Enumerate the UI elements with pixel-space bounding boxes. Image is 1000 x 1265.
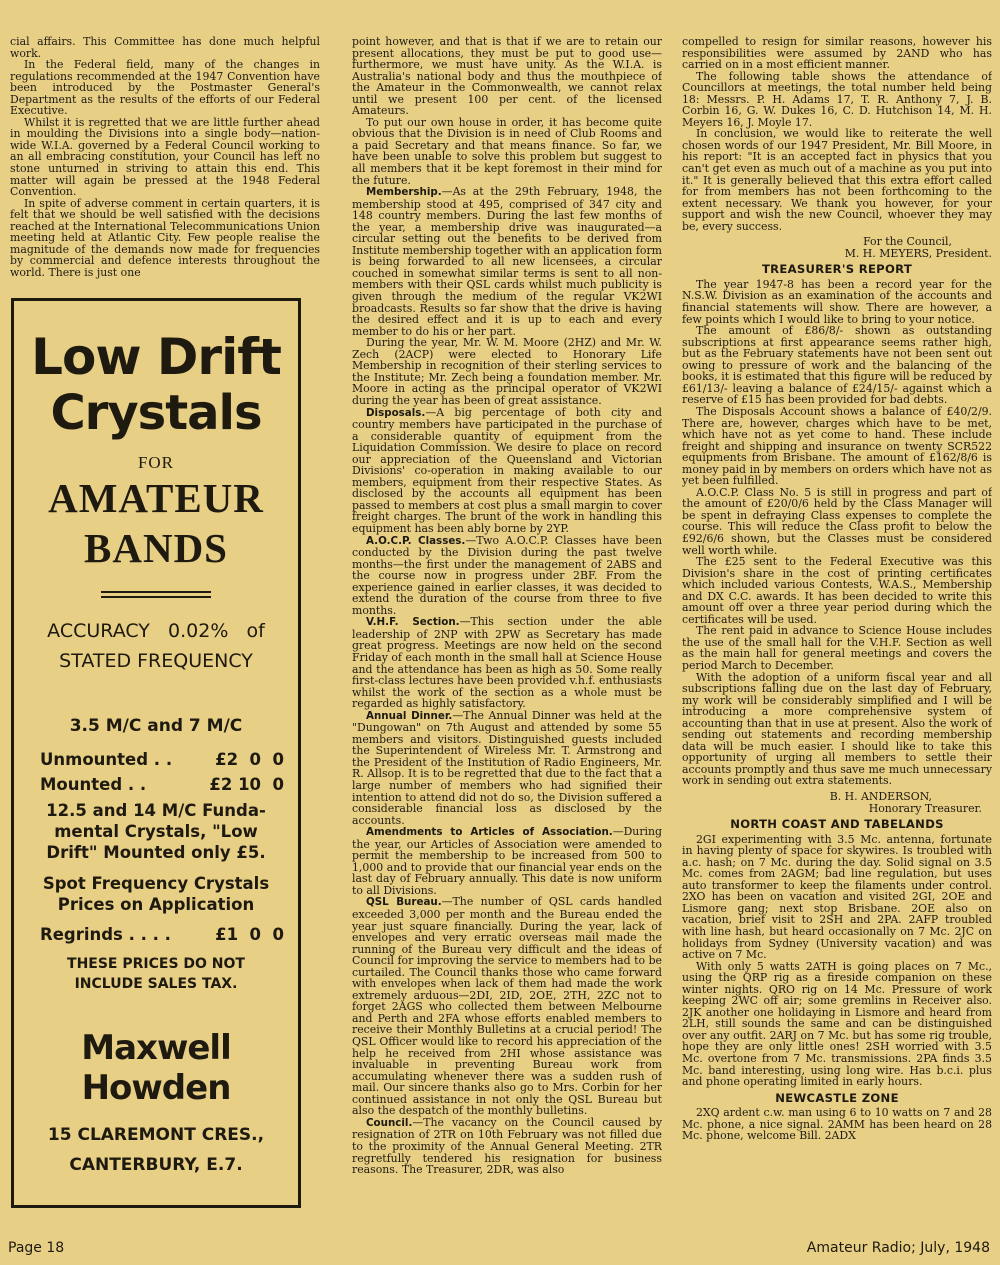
paragraph-body: —Two A.O.C.P. Classes have been conducted by the Division during the past twelve months—the first under the management of 2ABS and the course now in progress under 2BF. From the experience gained in earlier classes, it was decided to extend the duration of the course from three to five months. — [352, 533, 662, 617]
ad-frequency: 3.5 M/C and 7 M/C — [69, 716, 243, 736]
ad-fundamental-line-1: 12.5 and 14 M/C Funda- — [46, 801, 266, 820]
ad-accuracy-line-1: ACCURACY 0.02% of — [47, 620, 265, 642]
paragraph: A.O.C.P. Class No. 5 is still in progress and part of the amount of £20/0/6 held by the Class Manager will be spent in defraying Class expenses to complete the course. This will reduce the Class profit to below the £92/6/6 shown, but the Classes must be considered well worth while. — [682, 485, 992, 557]
crystals-advertisement — [11, 298, 301, 1208]
paragraph — [352, 186, 662, 337]
section-heading-newcastle: NEWCASTLE ZONE — [775, 1090, 899, 1105]
price-label: Mounted . . — [40, 775, 147, 794]
paragraph: The Disposals Account shows a balance of £40/2/9. There are, however, charges which have to be met, which have not as yet come to hand. These include freight and shipping and insurance on twenty SCR522 equipments from Brisbane. The amount of £162/8/6 is money paid in by members on orders which have not as yet been fulfilled. — [682, 404, 992, 488]
paragraph: The rent paid in advance to Science House includes the use of the small hall for the V.H.F. Section as well as the main hall for general meetings and covers the period March to December. — [682, 624, 992, 672]
paragraph-heading: Council. — [366, 1116, 413, 1129]
price-label: Regrinds . . . . — [40, 925, 171, 944]
price-label: Unmounted . . — [40, 750, 173, 769]
section-heading-north-coast: NORTH COAST AND TABELANDS — [730, 817, 944, 832]
paragraph-heading: Membership. — [366, 186, 442, 199]
ad-title-line-1: Low Drift — [31, 328, 281, 386]
paragraph — [352, 826, 662, 896]
ad-company-name: Maxwell Howden — [81, 1028, 231, 1108]
paragraph-body: —As at the 29th February, 1948, the membership stood at 495, comprised of 347 city and 148 country members. During the last few months of the year, a membership drive was inaugurated—a circular setting out the benefits to be derived from Institute membership together with an application form is being forwarded to all new licensees, a circular couched in somewhat similar terms is sent to all non-members with their QSL cards whilst much publicity is given through the medium of the regular VK2WI broadcasts. Results so far show that the drive is having the desired effect and it is up to each and every member to do his or her part. — [352, 185, 662, 338]
paragraph: During the year, Mr. W. M. Moore (2HZ) and Mr. W. Zech (2ACP) were elected to Honorary Life Membership in recognition of their sterling services to the Institute; Mr. Zech being a foundation member. Mr. Moore in acting as the principal operator of VK2WI during the year has been of great assistance. — [352, 336, 662, 407]
ad-title-line-2: Crystals — [50, 385, 262, 441]
column-1-text — [10, 36, 320, 288]
ad-address-line-1: 15 CLAREMONT CRES., — [47, 1125, 265, 1145]
section-heading-treasurer: TREASURER'S REPORT — [761, 262, 913, 277]
paragraph-heading: V.H.F. Section. — [366, 616, 460, 629]
paragraph: Whilst it is regretted that we are little further ahead in moulding the Divisions into a single body—nation-wide W.I.A. governed by a Federal Council working to an all embracing constitution, your Council has left no stone unturned in striving to attain this end. This matter will again be pressed at the 1948 Federal Convention. — [10, 115, 320, 199]
signature-title: Honorary Treasurer. — [868, 801, 982, 815]
ad-price-unmounted — [14, 750, 298, 769]
ad-tax-line-1: THESE PRICES DO NOT — [67, 956, 245, 972]
paragraph-body: —The number of QSL cards handled exceeded 3,000 per month and the Bureau ended the year just square financially. During the year, lack of envelopes and very erratic overseas mail made the running of the Bureau very difficult and the ideas of Council for improving the service to members had to be curtailed. The Council thanks those who came forward with envelopes when lack of them had made the work extremely arduous—2DI, 2ID, 2OE, 2TH, 2ZC not to forget 2AGS who collected them between Melbourne and Perth and 2FA whose efforts enabled members to receive their Monthly Bulletins at a crucial period! The QSL Officer would like to record his appreciation of the help he received from 2HI whose assistance was invaluable in preventing Bureau work from accumulating whenever there was a sudden rush of mail. Our sincere thanks also go to Mrs. Corbin for her continued assistance in not only the QSL Bureau but also the despatch of the monthly bulletins. — [352, 895, 662, 1118]
ad-fundamental-line-2: mental Crystals, "Low — [54, 822, 258, 841]
ad-for: FOR — [137, 453, 175, 472]
paragraph: point however, and that is that if we are to retain our present allocations, they must be put to good use—furthermore, we must have unity. As the W.I.A. is Australia's national body and thus the mouthpiece of the Amateur in the Commonwealth, we cannot relax until we present 100 per cent. of the licensed Amateurs. — [352, 36, 662, 118]
paragraph: In conclusion, we would like to reiterate the well chosen words of our 1947 President, Mr. Bill Moore, in his report: "It is an accepted fact in physics that you can't get even as much out of a machine as you put into it." It is generally believed that this extra effort called for from members has not been forthcoming to the extent necessary. We thank you however, for your support and wish the new Council, whoever they may be, every success. — [682, 127, 992, 233]
paragraph: The following table shows the attendance of Councillors at meetings, the total number held being 18: Messrs. P. H. Adams 17, T. R. Anthony 7, J. B. Corbin 16, G. W. Dukes 16, C. D. Hutchison 14, M. H. Meyers 16, J. Moyle 17. — [682, 69, 992, 129]
price-value: £2 0 0 — [215, 750, 284, 769]
signature-line: For the Council, — [863, 235, 952, 249]
paragraph: The year 1947-8 has been a record year for the N.S.W. Division as an examination of the accounts and financial statements will show. There are however, a few points which I would like to bring to your notice. — [682, 277, 992, 326]
paragraph-heading: Disposals. — [366, 406, 426, 419]
paragraph — [352, 710, 662, 826]
paragraph-heading: QSL Bureau. — [366, 896, 442, 909]
ad-spot-line-1: Spot Frequency Crystals — [42, 874, 270, 893]
paragraph: In spite of adverse comment in certain quarters, it is felt that we should be well satisfied with the decisions reached at the International Telecommunications Union meeting held at Atlantic City. Few people realise the magnitude of the demands now made for frequencies by commercial and defence interests throughout the world. There is just one — [10, 196, 320, 279]
column-3-text — [682, 36, 992, 1226]
paragraph-body: —A big percentage of both city and country members have participated in the purchase of a considerable quantity of equipment from the Liquidation Commission. We desire to place on record our appreciation of the Queensland and Victorian Divisions' co-operation in making available to our members, equipment from their respective States. As disclosed by the accounts all equipment has been passed to members at cost plus a small margin to cover freight charges. The brunt of the work in handling this equipment has been ably borne by 2YP. — [352, 405, 662, 535]
price-value: £2 10 0 — [209, 775, 284, 794]
paragraph: 2XQ ardent c.w. man using 6 to 10 watts on 7 and 28 Mc. phone, a nice signal. 2AMM has been heard on 28 Mc. phone, welcome Bill. 2ADX — [682, 1106, 992, 1143]
signature-name: B. H. ANDERSON, — [829, 790, 932, 803]
column-2-text — [352, 36, 662, 1226]
paragraph: In the Federal field, many of the changes in regulations recommended at the 1947 Convention have been introduced by the Postmaster General's Department as the results of the efforts of our Federal Executive. — [10, 58, 320, 118]
paragraph-heading: A.O.C.P. Classes. — [366, 534, 466, 547]
paragraph: cial affairs. This Committee has done much helpful work. — [10, 36, 320, 60]
paragraph: With the adoption of a uniform fiscal year and all subscriptions falling due on the last day of February, my work will be considerably simplified and I will be introducing a more comprehensive system of accounting than that in use at present. Also the work of sending out statements and recording membership data will be much easier. I should like to take this opportunity of urging all members to settle their accounts promptly and thus save me much unnecessary work in sending out extra statements. — [682, 670, 992, 788]
publication-footer: Amateur Radio; July, 1948 — [806, 1240, 990, 1256]
paragraph — [352, 1117, 662, 1176]
paragraph — [352, 896, 662, 1116]
paragraph-heading: Amendments to Articles of Association. — [366, 826, 613, 839]
paragraph — [352, 535, 662, 617]
ad-tax-line-2: INCLUDE SALES TAX. — [74, 976, 238, 992]
page-number: Page 18 — [8, 1240, 65, 1256]
price-value: £1 0 0 — [215, 925, 284, 944]
ad-fundamental-line-3: Drift" Mounted only £5. — [46, 843, 266, 862]
ad-accuracy-line-2: STATED FREQUENCY — [59, 650, 253, 672]
paragraph — [352, 616, 662, 709]
paragraph-body: —The vacancy on the Council caused by resignation of 2TR on 10th February was not filled due to the proximity of the Annual General Meeting. 2TR regretfully tendered his resignation for business reasons. The Treasurer, 2DR, was also — [352, 1115, 662, 1177]
paragraph-body: —This section under the able leadership of 2NP with 2PW as Secretary has made great progress. Meetings are now held on the second Friday of each month in the small hall at Science House and the attendance has been as high as 50. Some really first-class lectures have been provided v.h.f. enthusiasts whilst the work of the section as a whole must be regarded as highly satisfactory. — [352, 615, 662, 711]
ad-divider — [101, 591, 211, 598]
paragraph-heading: Annual Dinner. — [366, 709, 453, 722]
paragraph: The £25 sent to the Federal Executive was this Division's share in the cost of printing certificates which included various Contests, W.A.S., Membership and DX C.C. awards. It has been decided to write this amount off over a three year period during which the certificates will be used. — [682, 555, 992, 626]
paragraph: compelled to resign for similar reasons, however his responsibilities were assumed by 2AND who has carried on in a most efficient manner. — [682, 36, 992, 72]
ad-bands-line-1: AMATEUR — [48, 475, 264, 521]
paragraph-body: —The Annual Dinner was held at the "Dungowan" on 7th August and attended by some 55 members and visitors. Distinguished guests included the Superintendent of Wireless Mr. T. Armstrong and the President of the Institution of Radio Engineers, Mr. R. Allsop. It is to be regretted that due to the fact that a large number of members who had signified their intention to attend did not do so, the Division suffered a considerable financial loss as disclosed by the accounts. — [352, 708, 662, 827]
paragraph: The amount of £86/8/- shown as outstanding subscriptions at first appearance seems rather high, but as the February statements have not been sent out owing to pressure of work and the balancing of the books, it is estimated that this figure will be reduced by £61/13/- leaving a balance of £24/15/- against which a reserve of £15 has been provided for bad debts. — [682, 324, 992, 407]
paragraph — [352, 407, 662, 535]
ad-bands-line-2: BANDS — [84, 525, 228, 571]
paragraph: With only 5 watts 2ATH is going places on 7 Mc., using the QRP rig as a fireside companion on these winter nights. QRO rig on 14 Mc. Pressure of work keeping 2WC off air; some gremlins in Receiver also. 2JK another one holidaying in Lismore and heard from 2LH, still sounds the same and can be distinguished over any outfit. 2ARJ on 7 Mc. but has some rig trouble, hope they are only little ones! 2SH worried with 3.5 Mc. overtone from 7 Mc. transmissions. 2PA finds 3.5 Mc. band interesting, using long wire. Has b.c.i. plus and phone operating limited in early hours. — [682, 959, 992, 1089]
ad-price-mounted — [14, 775, 298, 794]
ad-spot-line-2: Prices on Application — [57, 895, 255, 914]
ad-price-regrinds — [14, 925, 298, 944]
ad-address-line-2: CANTERBURY, E.7. — [69, 1155, 243, 1175]
paragraph: To put our own house in order, it has become quite obvious that the Division is in need of Club Rooms and a paid Secretary and that means finance. So far, we have been unable to solve this problem but suggest to all members that it be kept foremost in their mind for the future. — [352, 115, 662, 187]
paragraph: 2GI experimenting with 3.5 Mc. antenna, fortunate in having plenty of space for skywires. Is troubled with a.c. hash; on 7 Mc. during the day. Solid signal on 3.5 Mc. comes from 2AGM; bad line regulation, but uses auto transformer to keep the filaments under control. 2XO has been on vacation and visited 2GI, 2OE and Lismore gang; next stop Brisbane. 2OE also on vacation, brief visit to 2SH and 2PA. 2AFP troubled with line hash, but heard occasionally on 7 Mc. 2JC on holidays from Sydney (University vacation) and was active on 7 Mc. — [682, 832, 992, 962]
paragraph-body: —During the year, our Articles of Association were amended to permit the membership to be increased from 500 to 1,000 and to provide that our financial year ends on the last day of February annually. This date is now uniform to all Divisions. — [352, 825, 662, 897]
signature-name: M. H. MEYERS, President. — [844, 246, 992, 260]
